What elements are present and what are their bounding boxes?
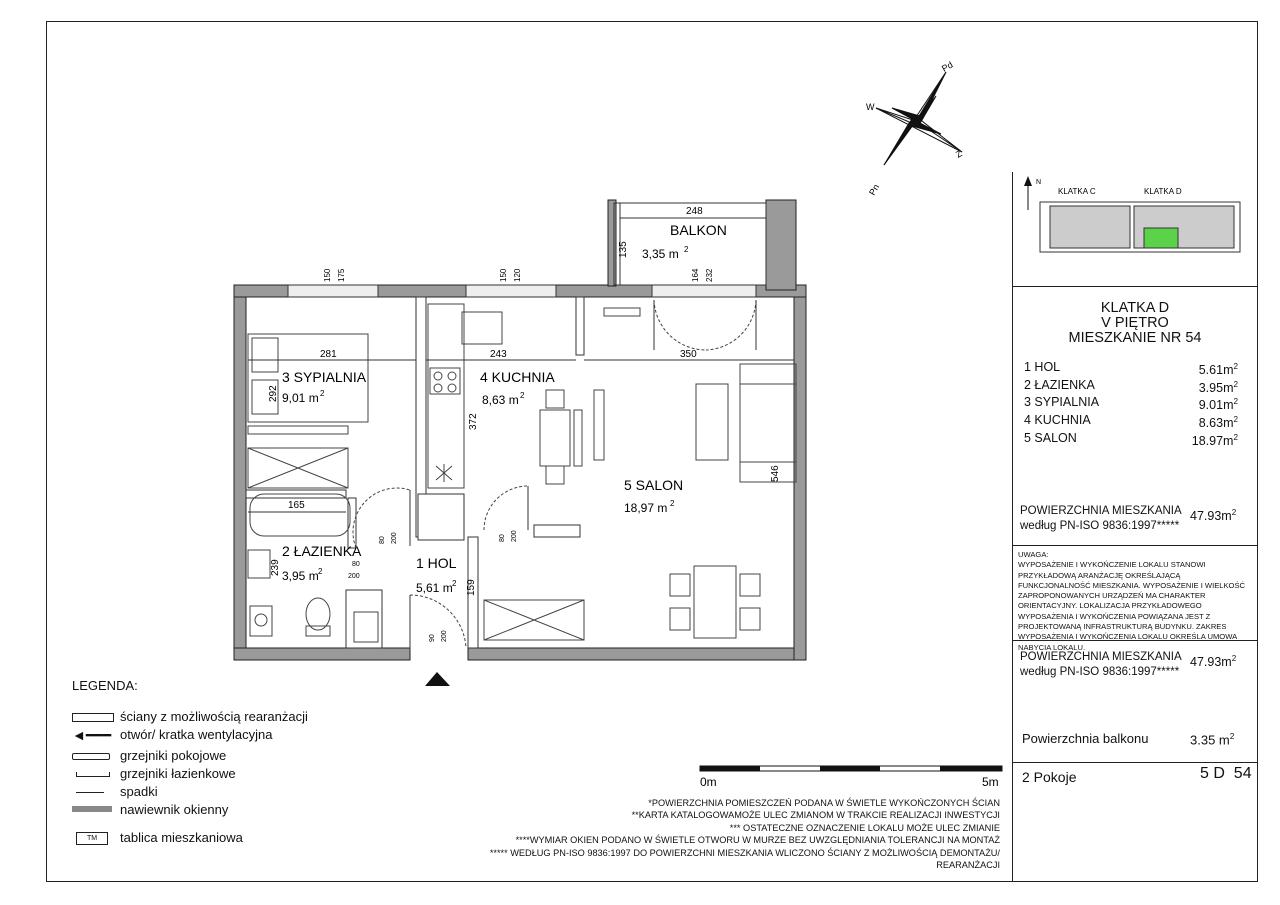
divider — [1012, 286, 1258, 287]
info-klatka: KLATKA D — [1100, 300, 1170, 316]
keyplan-klatka-c: KLATKA C — [1058, 187, 1096, 196]
lazienka-name: 2 ŁAZIENKA — [282, 543, 362, 559]
apartment-code: 5 D 54 — [1200, 765, 1252, 782]
balkon-dim-depth: 135 — [618, 241, 629, 258]
window-dim: 150 — [323, 268, 332, 282]
balkon-area: 3,35 m — [642, 247, 679, 261]
tm-board-icon: TM — [72, 832, 112, 844]
uwaga-note: UWAGA: WYPOSAŻENIE I WYKOŃCZENIE LOKALU STANOWI PRZYKŁADOWĄ ARANŻACJĘ OKREŚLAJĄCĄ FUNKCJONALNOŚĆ MIESZKANIA. WYPOSAŻENIE I WIELKOŚĆ ZAPROPONOWANYCH URZĄDZEŃ MA CHARAKTER ORIENTACYJNY. LOKALIZACJA PRZYKŁADOWEGO WYPOSAŻENIA I WYKOŃCZENIA POWIĄZANA JEST Z PROJEKTOWANĄ INFRASTRUKTURĄ BUDYNKU. ZAKRES WYPOSAŻENIA I WYKOŃCZENIA LOKALU OKREŚLA UMOWA NABYCIA LOKALU. — [1018, 550, 1246, 652]
scale-start: 0m — [700, 775, 717, 789]
legend-item: grzejniki pokojowe — [72, 748, 226, 763]
keyplan-n: N — [1036, 179, 1042, 186]
area2-label: POWIERZCHNIA MIESZKANIA według PN-ISO 9836:1997***** — [1020, 651, 1182, 678]
door-dim: 200 — [441, 630, 448, 642]
legend-item: nawiewnik okienny — [72, 802, 228, 817]
hol-name: 1 HOL — [416, 555, 457, 571]
entrance-arrow-icon — [425, 672, 450, 686]
room-row: 2 ŁAZIENKA $3.95m^2$ — [1024, 377, 1238, 395]
info-header — [1012, 301, 1258, 346]
legend-item: grzejniki łazienkowe — [72, 766, 236, 781]
door-dim: 200 — [348, 573, 360, 580]
vent-arrow-icon: ◄━━━ — [72, 726, 112, 743]
pokoje-label: 2 Pokoje — [1022, 769, 1077, 785]
kuchnia-name: 4 KUCHNIA — [480, 369, 555, 385]
radiator-icon — [72, 750, 112, 762]
scale-bar — [700, 766, 1002, 771]
sypialnia-area: 9,01 m — [282, 391, 319, 405]
sypialnia-dim-depth: 292 — [268, 385, 279, 402]
area-label: POWIERZCHNIA MIESZKANIA według PN-ISO 9836:1997***** — [1020, 505, 1182, 532]
legend-item: spadki — [72, 784, 158, 799]
room-row: 5 SALON $18.97m^2$ — [1024, 430, 1238, 448]
salon-name: 5 SALON — [624, 477, 684, 493]
area2-value: $47.93m^2$ — [1190, 654, 1237, 670]
room-row: 4 KUCHNIA $8.63m^2$ — [1024, 412, 1238, 431]
kuchnia-dim-width: 243 — [490, 349, 507, 360]
salon-area: 18,97 m — [624, 501, 668, 515]
door-dim: 80 — [352, 561, 360, 568]
keyplan-klatka-d: KLATKA D — [1144, 187, 1182, 196]
lazienka-dim-width: 165 — [288, 500, 305, 511]
slope-icon — [72, 786, 112, 798]
legend-item: ściany z możliwością rearanżacji — [72, 709, 308, 724]
window-dim: 120 — [513, 268, 522, 282]
lazienka-dim-depth: 239 — [270, 559, 281, 576]
door-dim: 200 — [511, 530, 518, 542]
balkon-name: BALKON — [670, 222, 727, 238]
svg-text:2: 2 — [520, 391, 525, 400]
svg-text:2: 2 — [684, 245, 689, 254]
compass-s: Pn — [867, 182, 882, 197]
wall-symbol-icon — [72, 711, 112, 723]
legend-title: LEGENDA: — [72, 678, 138, 693]
compass-w: W — [866, 102, 875, 112]
lazienka-area: 3,95 m — [282, 569, 319, 583]
bath-radiator-icon — [72, 768, 112, 780]
balkon-dim-width: 248 — [686, 206, 703, 217]
door-dim: 80 — [499, 534, 506, 542]
svg-text:2: 2 — [318, 567, 323, 576]
svg-text:2: 2 — [320, 389, 325, 398]
hol-area: 5,61 m — [416, 581, 453, 595]
compass-rose-icon — [876, 72, 962, 165]
svg-text:2: 2 — [452, 579, 457, 588]
sypialnia-dim-width: 281 — [320, 349, 337, 360]
footnotes: *POWIERZCHNIA POMIESZCZEŃ PODANA W ŚWIETLE WYKOŃCZONYCH ŚCIAN **KARTA KATALOGOWAMOŻE ULEC ZMIANOM W TRAKCIE REALIZACJI INWESTYCJI *** OSTATECZNE OZNACZENIE LOKALU MOŻE ULEC ZMIANIE ****WYMIAR OKIEN PODANO W ŚWIETLE OTWORU W MURZE BEZ UWZGLĘDNIANIA TOLERANCJI NA MONTAŻ ***** WEDŁUG PN-ISO 9836:1997 DO POWIERZCHNI MIESZKANIA WLICZONO ŚCIANY Z MOŻLIWOŚCIĄ DEMONTAŻU/ REARANŻACJI — [489, 798, 1000, 871]
salon-dim-depth: 546 — [770, 465, 781, 482]
divider — [1012, 762, 1258, 763]
hol-dim: 159 — [466, 579, 477, 596]
door-dim: 200 — [391, 532, 398, 544]
kuchnia-area: 8,63 m — [482, 393, 519, 407]
door-dim: 80 — [379, 536, 386, 544]
window-dim: 150 — [499, 268, 508, 282]
door-dim: 90 — [429, 634, 436, 642]
scale-end: 5m — [982, 775, 999, 789]
salon-dim-width: 350 — [680, 349, 697, 360]
room-row: 1 HOL $5.61m^2$ — [1024, 360, 1238, 378]
balkon-value: 3.35 $m^2$ — [1190, 731, 1235, 748]
divider — [1012, 545, 1258, 546]
compass-n: Pd — [940, 59, 955, 74]
legend-item: TM tablica mieszkaniowa — [72, 830, 243, 845]
kuchnia-dim-depth: 372 — [468, 413, 479, 430]
room-row: 3 SYPIALNIA $9.01m^2$ — [1024, 395, 1238, 413]
dimension-lines — [248, 218, 794, 512]
info-mieszkanie: MIESZKANIE NR 54 — [1068, 330, 1202, 346]
windows — [288, 285, 756, 297]
window-dim: 175 — [337, 268, 346, 282]
info-pietro: V PIĘTRO — [1101, 315, 1169, 331]
room-list — [1024, 360, 1238, 448]
window-dim: 232 — [705, 268, 714, 282]
compass-e: Z — [954, 148, 964, 160]
window-dim: 164 — [691, 268, 700, 282]
window-vent-icon — [72, 804, 112, 816]
sypialnia-name: 3 SYPIALNIA — [282, 369, 367, 385]
svg-text:2: 2 — [670, 499, 675, 508]
balkon-label: Powierzchnia balkonu — [1022, 731, 1149, 746]
area-value: $47.93m^2$ — [1190, 508, 1237, 524]
legend-item: ◄━━━ otwór/ kratka wentylacyjna — [72, 726, 273, 743]
